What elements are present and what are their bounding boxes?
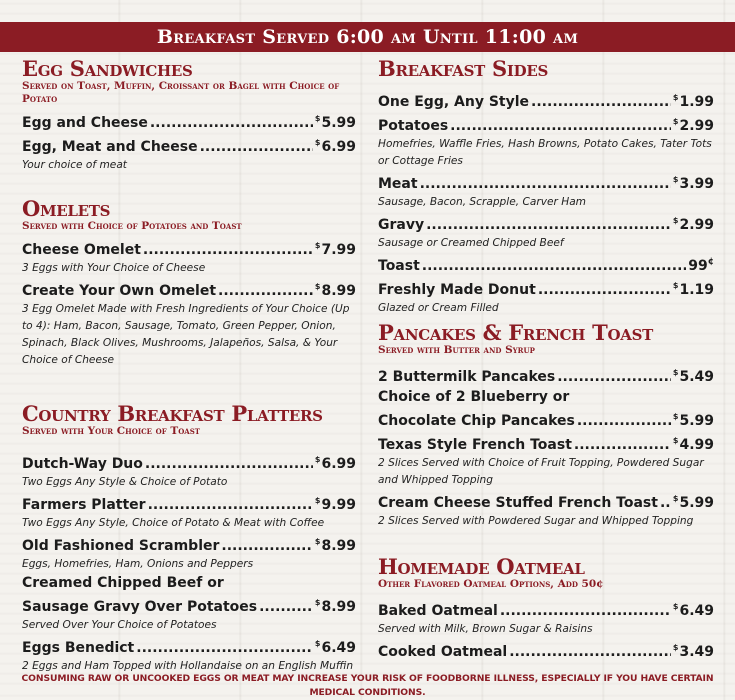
section-subtitle: Served with Your Choice of Toast (22, 425, 200, 437)
section-title: Country Breakfast Platters (22, 401, 323, 426)
item-price (673, 363, 714, 387)
item-price (673, 489, 714, 513)
oatmeal-section (378, 556, 714, 662)
menu-item (22, 236, 356, 260)
price-value: 6.99 (321, 456, 356, 472)
currency-symbol: $ (314, 496, 321, 505)
leader-dots (148, 495, 313, 515)
omelets-section (22, 198, 356, 369)
menu-item (22, 491, 356, 515)
leader-dots (143, 240, 313, 260)
section-subtitle: Served with Butter and Syrup (378, 344, 535, 356)
item-price (688, 252, 714, 276)
price-value: 5.99 (679, 495, 714, 511)
leader-dots (660, 493, 671, 513)
menu-item (378, 638, 714, 662)
currency-symbol: $ (672, 117, 679, 126)
pancakes-section (378, 322, 714, 530)
item-price (673, 211, 714, 235)
leader-dots (538, 280, 671, 300)
price-value: 2.99 (679, 118, 714, 134)
menu-item (378, 407, 714, 431)
menu-item (378, 363, 714, 387)
price-value: 2.99 (679, 217, 714, 233)
currency-symbol: $ (314, 114, 321, 123)
item-name: Freshly Made Donut (378, 282, 536, 298)
item-price (673, 112, 714, 136)
item-description: Sausage, Bacon, Scrapple, Carver Ham (378, 196, 587, 208)
item-price (673, 276, 714, 300)
price-value: 4.99 (679, 437, 714, 453)
leader-dots (426, 215, 671, 235)
price-value: 3.99 (679, 176, 714, 192)
item-description: Your choice of meat (22, 159, 127, 171)
item-name: Create Your Own Omelet (22, 283, 217, 299)
price-value: 8.99 (321, 599, 356, 615)
item-name: Egg, Meat and Cheese (22, 139, 198, 155)
item-description: Sausage or Creamed Chipped Beef (378, 237, 564, 249)
item-description: Served with Milk, Brown Sugar & Raisins (378, 623, 593, 635)
currency-symbol: $ (314, 639, 321, 648)
leader-dots (577, 411, 671, 431)
currency-symbol: $ (314, 455, 321, 464)
item-name: Dutch-Way Duo (22, 456, 143, 472)
item-description: Served Over Your Choice of Potatoes (22, 619, 217, 631)
currency-symbol: $ (672, 368, 679, 377)
item-description: 3 Eggs with Your Choice of Cheese (22, 262, 206, 274)
section-title: Omelets (22, 196, 111, 221)
menu-item (378, 431, 714, 455)
leader-dots (422, 256, 686, 276)
item-price (315, 593, 356, 617)
item-name: Baked Oatmeal (378, 603, 498, 619)
item-price (315, 109, 356, 133)
price-value: 9.99 (321, 497, 356, 513)
item-name: Old Fashioned Scrambler (22, 538, 220, 554)
menu-item (22, 109, 356, 133)
price-value: 99 (688, 258, 708, 274)
item-name: Texas Style French Toast (378, 437, 572, 453)
currency-symbol: $ (672, 643, 679, 652)
breakfast-sides-section (378, 58, 714, 317)
currency-symbol: $ (672, 216, 679, 225)
leader-dots (557, 367, 671, 387)
currency-symbol: $ (314, 138, 321, 147)
item-name-line1: Creamed Chipped Beef or (22, 575, 224, 591)
item-description: Two Eggs Any Style, Choice of Potato & Meat with Coffee (22, 517, 325, 529)
platters-section (22, 403, 356, 675)
item-description: 2 Slices Served with Powdered Sugar and Whipped Topping (378, 515, 694, 527)
menu-item (378, 112, 714, 136)
currency-symbol: $ (672, 436, 679, 445)
section-subtitle: Other Flavored Oatmeal Options, Add 50¢ (378, 578, 604, 590)
menu-item (378, 276, 714, 300)
leader-dots (200, 137, 313, 157)
section-title: Breakfast Sides (378, 56, 548, 81)
menu-item (378, 88, 714, 112)
item-name: Cooked Oatmeal (378, 644, 508, 660)
leader-dots (500, 601, 671, 621)
section-title: Egg Sandwiches (22, 56, 193, 81)
menu-item (22, 532, 356, 556)
leader-dots (450, 116, 671, 136)
leader-dots (531, 92, 671, 112)
egg-sandwiches-section (22, 58, 356, 174)
price-value: 5.49 (679, 369, 714, 385)
currency-symbol: $ (672, 175, 679, 184)
price-value: 8.99 (321, 538, 356, 554)
item-description: 2 Eggs and Ham Topped with Hollandaise on an English Muffin (22, 660, 354, 672)
item-price (673, 407, 714, 431)
price-value: 6.49 (679, 603, 714, 619)
currency-symbol: $ (314, 598, 321, 607)
item-price (315, 634, 356, 658)
menu-item (22, 634, 356, 658)
item-name-line1: Choice of 2 Blueberry or (378, 389, 570, 405)
menu-item (22, 450, 356, 474)
section-subtitle: Served with Choice of Potatoes and Toast (22, 220, 242, 232)
menu-item (378, 252, 714, 276)
section-subtitle: Served on Toast, Muffin, Croissant or Bagel with Choice of Potato (22, 80, 340, 105)
leader-dots (218, 281, 313, 301)
item-name: Cheese Omelet (22, 242, 141, 258)
menu-item (22, 133, 356, 157)
leader-dots (150, 113, 313, 133)
currency-symbol: $ (314, 241, 321, 250)
leader-dots (259, 597, 313, 617)
leader-dots (221, 536, 312, 556)
price-value: 3.49 (679, 644, 714, 660)
item-price (315, 491, 356, 515)
menu-item (378, 597, 714, 621)
item-description: 2 Slices Served with Choice of Fruit Topping, Powdered Sugar and Whipped Topping (378, 457, 704, 486)
price-value: 1.19 (679, 282, 714, 298)
item-name: One Egg, Any Style (378, 94, 530, 110)
item-price (315, 236, 356, 260)
item-description: 3 Egg Omelet Made with Fresh Ingredients of Your Choice (Up to 4): Ham, Bacon, Sausage, Tomato, Green Pepper, Onion, Spinach, Black Olives, Mushrooms, Jalapeños, Salsa, & Your Choice of Cheese (22, 303, 350, 366)
item-price (673, 170, 714, 194)
price-value: 6.99 (321, 139, 356, 155)
leader-dots (420, 174, 671, 194)
item-name: Egg and Cheese (22, 115, 148, 131)
item-name: Sausage Gravy Over Potatoes (22, 599, 258, 615)
item-name: Potatoes (378, 118, 449, 134)
item-price (315, 277, 356, 301)
food-safety-disclaimer: CONSUMING RAW OR UNCOOKED EGGS OR MEAT MAY INCREASE YOUR RISK OF FOODBORNE ILLNESS, ESPECIALLY IF YOU HAVE CERTAIN MEDICAL CONDITIONS. (21, 673, 714, 698)
menu-item (378, 170, 714, 194)
item-price (315, 532, 356, 556)
price-value: 6.49 (321, 640, 356, 656)
cent-symbol: ¢ (707, 257, 714, 267)
item-name: Farmers Platter (22, 497, 146, 513)
price-value: 7.99 (321, 242, 356, 258)
menu-item (378, 489, 714, 513)
currency-symbol: $ (672, 93, 679, 102)
breakfast-hours-banner: Breakfast Served 6:00 am Until 11:00 am (0, 22, 735, 52)
item-description: Two Eggs Any Style & Choice of Potato (22, 476, 228, 488)
currency-symbol: $ (672, 281, 679, 290)
item-name: Toast (378, 258, 420, 274)
item-description: Homefries, Waffle Fries, Hash Browns, Potato Cakes, Tater Tots or Cottage Fries (378, 138, 712, 167)
item-price (315, 133, 356, 157)
currency-symbol: $ (672, 412, 679, 421)
item-name: Cream Cheese Stuffed French Toast (378, 495, 658, 511)
price-value: 1.99 (679, 94, 714, 110)
price-value: 8.99 (321, 283, 356, 299)
item-name: Meat (378, 176, 418, 192)
item-price (673, 431, 714, 455)
section-title: Homemade Oatmeal (378, 554, 585, 579)
menu-item (22, 277, 356, 301)
item-price (673, 638, 714, 662)
currency-symbol: $ (672, 602, 679, 611)
currency-symbol: $ (314, 282, 321, 291)
item-price (315, 450, 356, 474)
item-name: Chocolate Chip Pancakes (378, 413, 575, 429)
item-name: Gravy (378, 217, 425, 233)
currency-symbol: $ (672, 494, 679, 503)
price-value: 5.99 (321, 115, 356, 131)
section-title: Pancakes & French Toast (378, 320, 653, 345)
leader-dots (136, 638, 313, 658)
item-name: Eggs Benedict (22, 640, 135, 656)
price-value: 5.99 (679, 413, 714, 429)
item-name: 2 Buttermilk Pancakes (378, 369, 556, 385)
item-price (673, 597, 714, 621)
leader-dots (145, 454, 313, 474)
item-description: Eggs, Homefries, Ham, Onions and Peppers (22, 558, 254, 570)
item-price (673, 88, 714, 112)
menu-item (22, 593, 356, 617)
leader-dots (509, 642, 671, 662)
item-description: Glazed or Cream Filled (378, 302, 499, 314)
menu-item (378, 211, 714, 235)
leader-dots (574, 435, 671, 455)
currency-symbol: $ (314, 537, 321, 546)
